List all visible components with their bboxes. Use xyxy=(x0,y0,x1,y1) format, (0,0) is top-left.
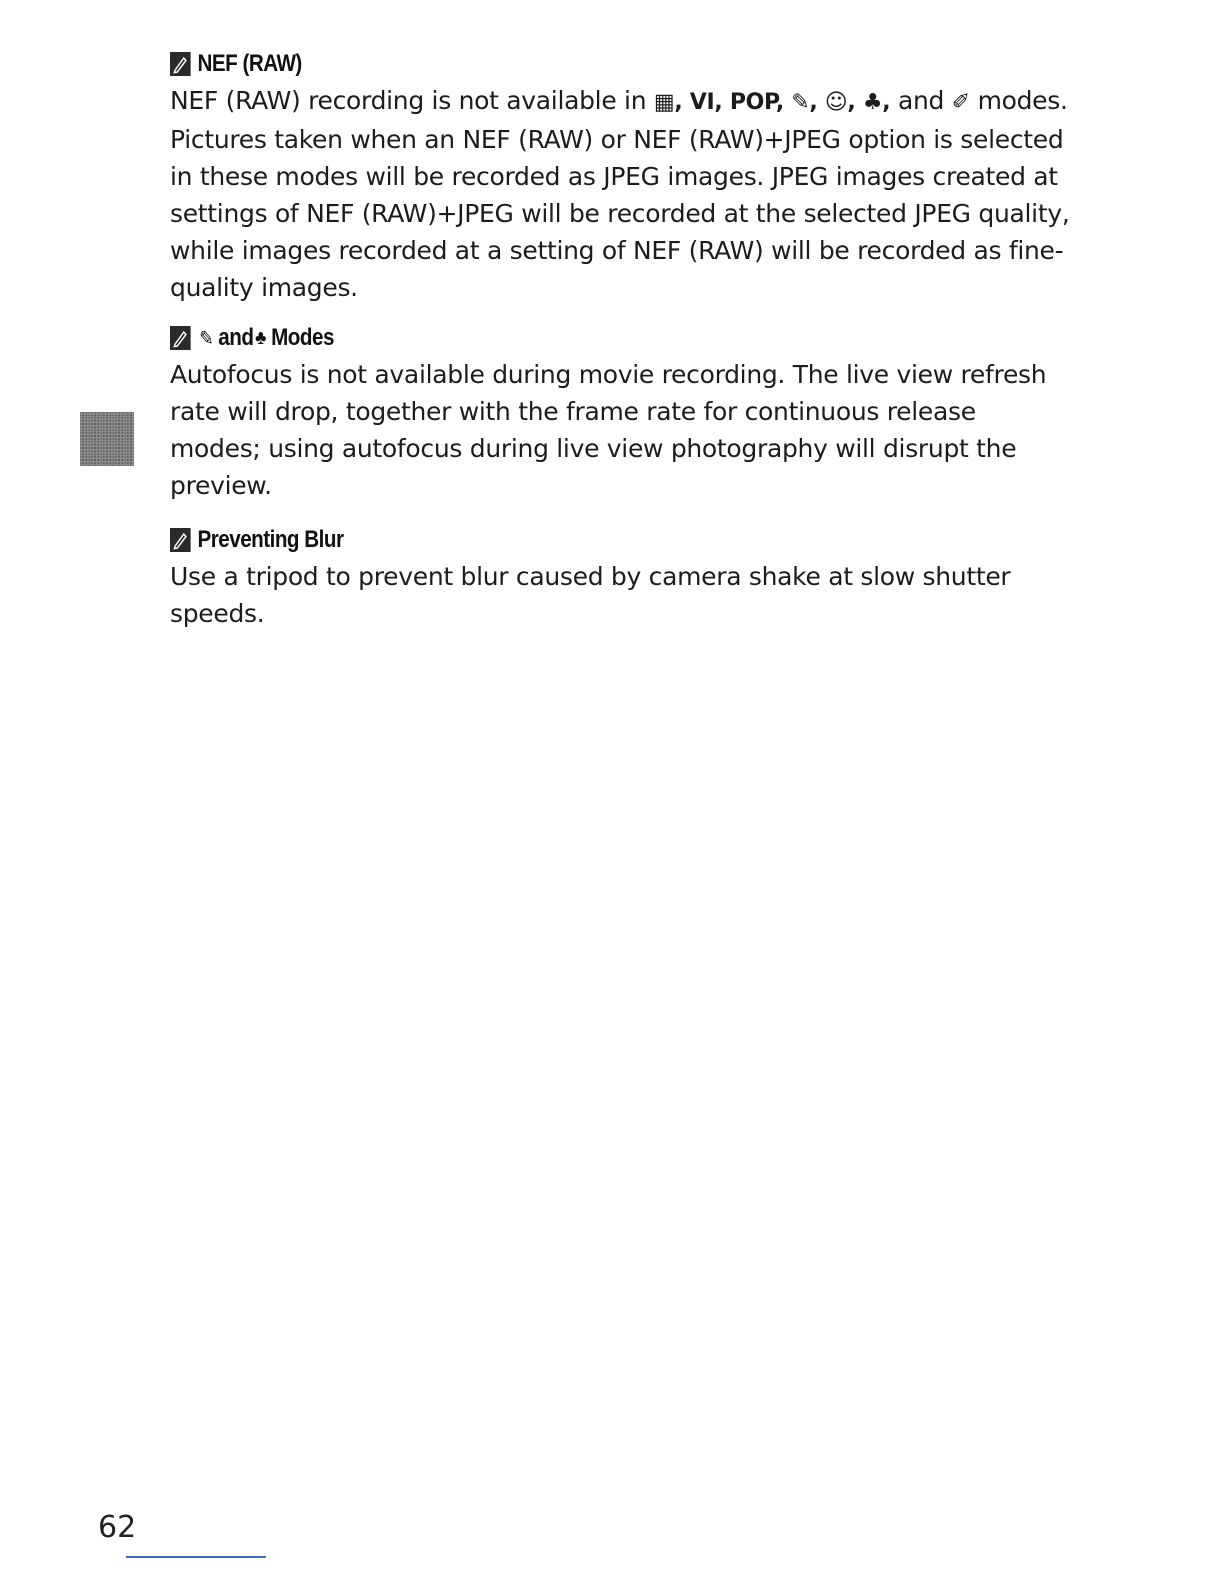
page-number: 62 xyxy=(98,1510,137,1545)
note-body: NEF (RAW) recording is not available in ▦, VI, POP, ✎, ☺, ♣, and ✐ modes. Pictures taken when an NEF (RAW) or NEF (RAW)+JPEG option is selected in these modes will be recorded as JPEG images. JPEG images created at settings of NEF (RAW)+JPEG will be recorded at the selected JPEG quality, while images recorded at a setting of NEF (RAW) will be recorded as fine-quality images. xyxy=(170,86,1070,302)
note-title: Modes xyxy=(271,324,334,351)
note-title-and: and xyxy=(218,324,254,351)
note-nef-raw xyxy=(170,48,1070,306)
shooting-mode-icons: ▦, VI, POP, ✎, ☺, ♣, xyxy=(653,90,891,115)
note-preventing-blur xyxy=(170,524,1070,632)
note-heading xyxy=(170,48,944,80)
note-heading xyxy=(170,322,944,354)
note-body: Autofocus is not available during movie recording. The live view refresh rate will drop, together with the frame rate for continuous release modes; using autofocus during live view photography will disrupt the preview. xyxy=(170,360,1047,500)
footer-divider xyxy=(126,1556,266,1558)
note-title: Preventing Blur xyxy=(197,526,344,553)
pencil-note-icon xyxy=(170,326,191,350)
color-sketch-mode-icon: ✎ xyxy=(199,327,214,350)
chapter-tab xyxy=(80,412,134,466)
note-heading xyxy=(170,524,944,556)
pencil-note-icon xyxy=(170,52,191,76)
color-sketch-mode-icon: ✐ xyxy=(951,90,970,115)
note-body: Use a tripod to prevent blur caused by camera shake at slow shutter speeds. xyxy=(170,562,1011,628)
note-title: NEF (RAW) xyxy=(197,50,302,77)
selective-color-mode-icon: ♣ xyxy=(255,326,266,349)
pencil-note-icon xyxy=(170,528,191,552)
note-modes xyxy=(170,322,1070,504)
